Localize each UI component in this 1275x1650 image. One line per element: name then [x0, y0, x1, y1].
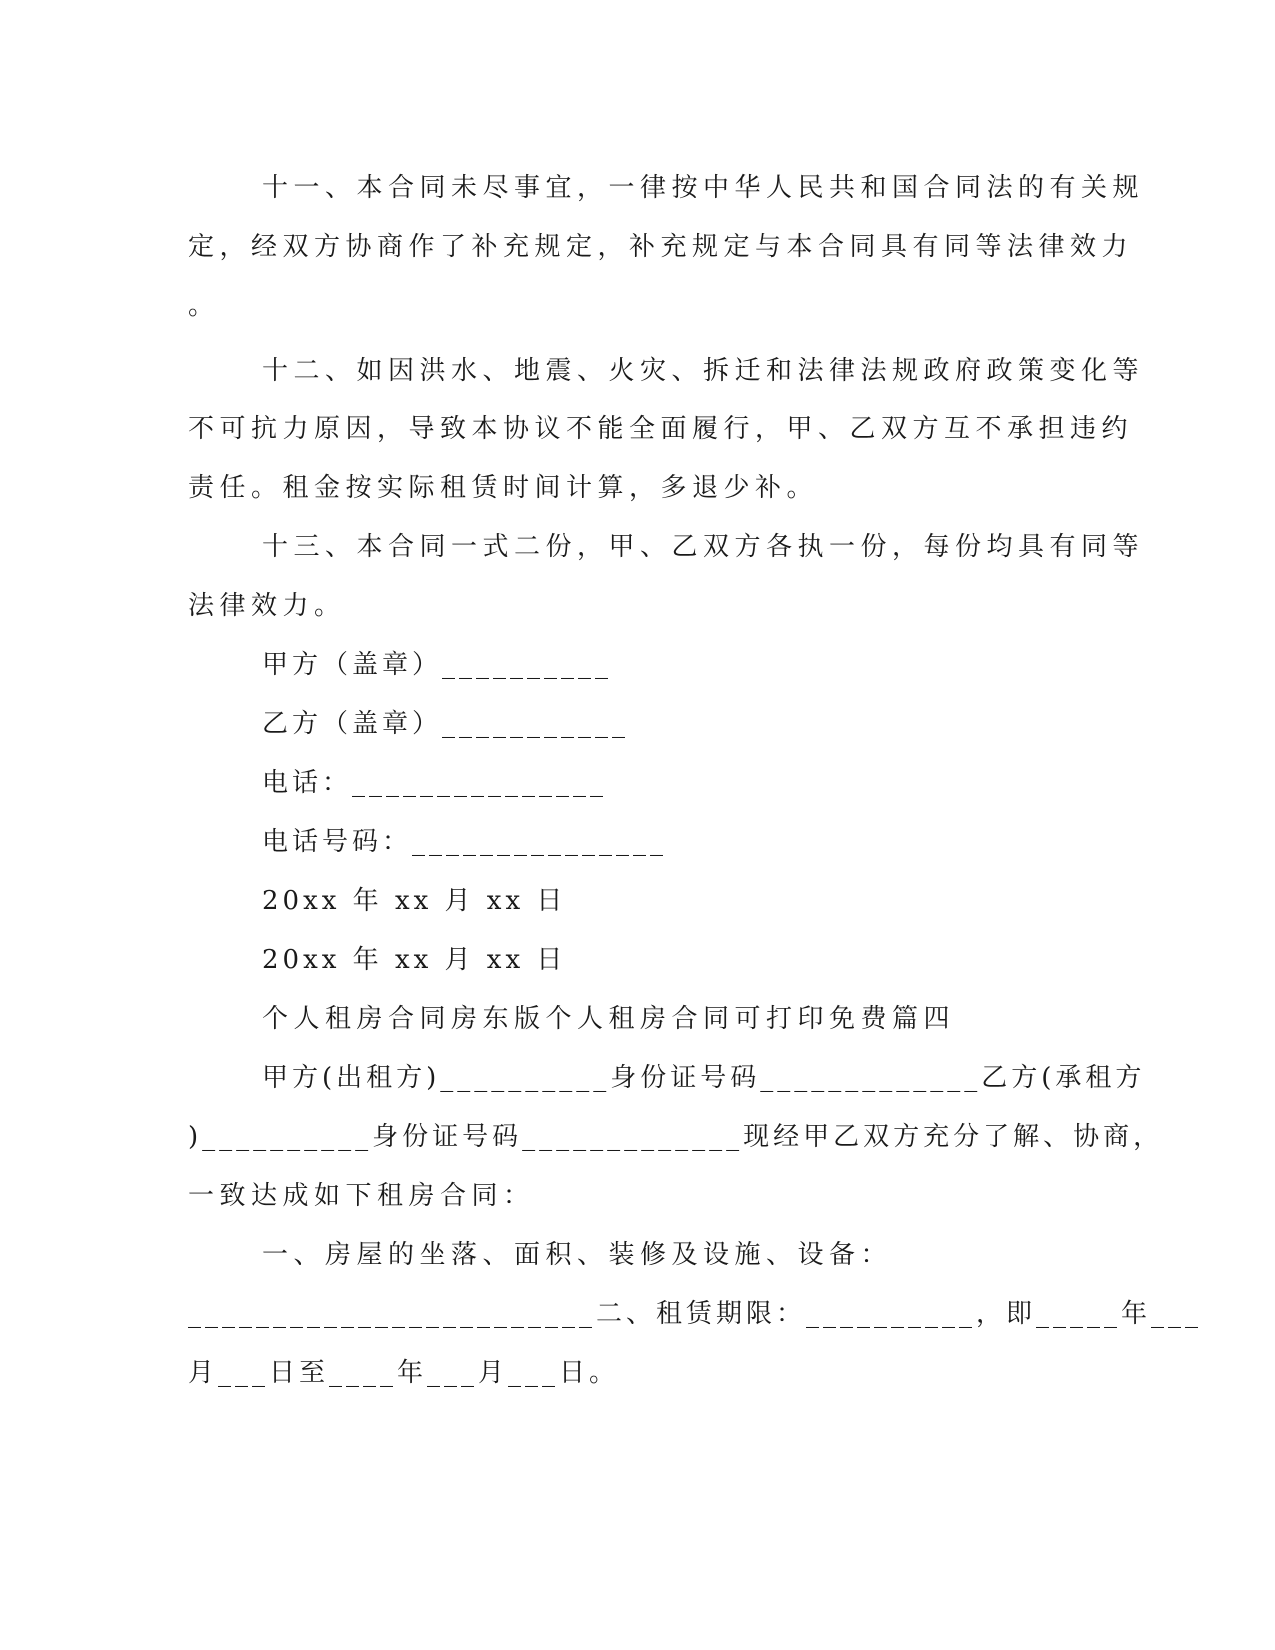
parties-line-1: 甲方(出租方)__________身份证号码_____________乙方(承租方: [262, 1063, 1146, 1093]
article-1-heading: 一、房屋的坐落、面积、装修及设施、设备：: [262, 1240, 893, 1270]
party-a-seal-line: 甲方（盖章）__________: [262, 650, 613, 680]
clause-12-line-2: 不可抗力原因，导致本协议不能全面履行，甲、乙双方互不承担违约: [188, 414, 1134, 444]
phone-number-line: 电话号码：_______________: [262, 827, 668, 857]
parties-line-3: 一致达成如下租房合同：: [188, 1181, 535, 1211]
article-2-line-2: 月___日至____年___月___日。: [188, 1358, 620, 1388]
clause-12-line-3: 责任。租金按实际租赁时间计算，多退少补。: [188, 473, 819, 503]
article-2-line-1: ________________________二、租赁期限：__________，即_____年___: [188, 1299, 1203, 1329]
section-title: 个人租房合同房东版个人租房合同可打印免费篇四: [262, 1004, 956, 1034]
clause-12-line-1: 十二、如因洪水、地震、火灾、拆迁和法律法规政府政策变化等: [262, 356, 1145, 386]
date-line-2: 20xx 年 xx 月 xx 日: [262, 945, 567, 975]
clause-11-line-1: 十一、本合同未尽事宜，一律按中华人民共和国合同法的有关规: [262, 173, 1145, 203]
phone-line: 电话：_______________: [262, 768, 608, 798]
party-b-seal-line: 乙方（盖章）___________: [262, 709, 630, 739]
clause-11-line-2: 定，经双方协商作了补充规定，补充规定与本合同具有同等法律效力: [188, 232, 1134, 262]
clause-13-line-1: 十三、本合同一式二份，甲、乙双方各执一份，每份均具有同等: [262, 532, 1145, 562]
parties-line-2: )__________身份证号码_____________现经甲乙双方充分了解、协商，: [188, 1122, 1164, 1152]
clause-13-line-2: 法律效力。: [188, 591, 346, 621]
date-line-1: 20xx 年 xx 月 xx 日: [262, 886, 567, 916]
clause-11-line-3: 。: [188, 291, 220, 321]
